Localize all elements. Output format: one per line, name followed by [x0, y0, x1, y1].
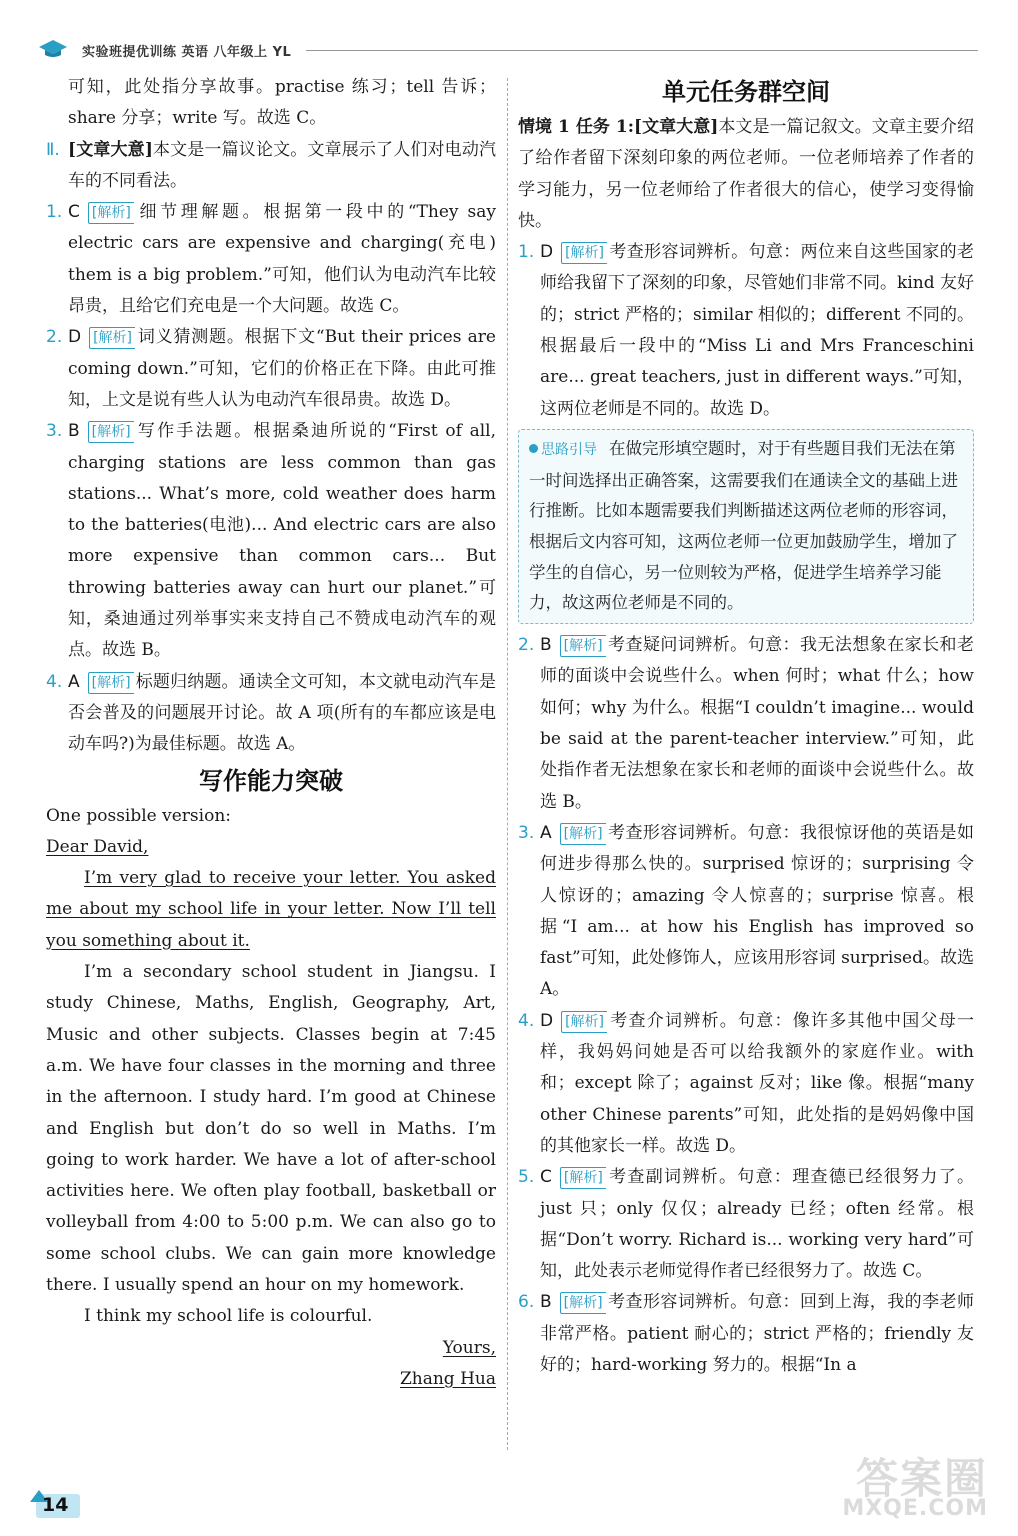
book-title: 实验班提优训练 英语 八年级上 YL: [82, 45, 292, 60]
analysis-tag: [解析]: [560, 1167, 606, 1189]
intro-text: 可知，此处指分享故事。practise 练习；tell 告诉；share 分享；write 写。故选 C。: [68, 77, 496, 129]
answer-item: 6. B [解析] 考查形容词辨析。句意：回到上海，我的李老师非常严格。patient 耐心的；strict 严格的；friendly 友好的；hard-working 努力的。根据“In a: [518, 1292, 974, 1376]
column-divider: [507, 78, 508, 1450]
analysis-tag: [解析]: [88, 421, 134, 443]
answer-item: 2. B [解析] 考查疑问词辨析。句意：我无法想象在家长和老师的面谈中会说些什么。when 何时；what 什么；how 如何；why 为什么。根据“I couldn’t imagine... would be said at the parent-teacher interview.”可知，此处指作者无法想象在家长和老师的面谈中会说些什么。故选 B。: [518, 635, 974, 812]
thinking-guide-box: 思路引导 在做完形填空题时，对于有些题目我们无法在第一时间选择出正确答案，这需要我们在通读全文的基础上进行推断。比如本题需要我们判断描述这两位老师的形容词，根据后文内容可知，这两位老师一位更加鼓励学生，增加了学生的自信心，另一位则较为严格，促进学生培养学习能力，故这两位老师是不同的。: [518, 429, 974, 624]
header-rule: [306, 50, 978, 51]
answer-item: 3. B [解析] 写作手法题。根据桑迪所说的“First of all, charging stations are less common than gas stations... What’s more, cold weather does harm to the batteries(电池)... And electric cars are also more expensive than common cars... But throwing batteries away can hurt our planet.”可知，桑迪通过列举事实来支持自己不赞成电动汽车的观点。故选 B。: [46, 421, 496, 661]
page-header: [38, 38, 978, 62]
answer-letter: A: [540, 822, 552, 843]
page-number: 14: [28, 1490, 82, 1520]
analysis-tag: [解析]: [561, 242, 607, 264]
answer-item: 2. D [解析] 词义猜测题。根据下文“But their prices are coming down.”可知，它们的价格正在下降。由此可推知，上文是说有些人认为电动汽车很昂贵。故选 D。: [46, 327, 496, 410]
part2-number: Ⅱ.: [46, 139, 60, 160]
answer-item: 1. D [解析] 考查形容词辨析。句意：两位来自这些国家的老师给我留下了深刻的印象，尽管她们非常不同。kind 友好的；strict 严格的；similar 相似的；different 不同的。根据最后一段中的“Miss Li and Mrs Franceschini are... great teachers, just in different ways.”可知，这两位老师是不同的。故选 D。: [518, 242, 974, 419]
bullet-icon: [529, 444, 538, 453]
letter-paragraph: I think my school life is colourful.: [84, 1306, 373, 1327]
answer-item: 4. A [解析] 标题归纳题。通读全文可知，本文就电动汽车是否会普及的问题展开讨论。故 A 项(所有的车都应该是电动车吗?)为最佳标题。故选 A。: [46, 671, 496, 755]
answer-letter: D: [540, 1010, 554, 1031]
thinking-guide-label: 思路引导: [529, 442, 597, 458]
analysis-tag: [解析]: [89, 327, 135, 349]
watermark-url: MXQE.COM: [842, 1496, 988, 1521]
answer-letter: C: [68, 202, 80, 223]
letter-paragraph: I’m a secondary school student in Jiangsu. I study Chinese, Maths, English, Geography, Art, Music and other subjects. Classes begin at 7:45 a.m. We have four classes in the morning and three in the afternoon. I study hard. I’m good at Chinese and English but don’t do so well in Maths. I’m going to work harder. We have a lot of after-school activities here. We often play football, basketball or volleyball from 4:00 to 5:00 p.m. We can also go to some school clubs. We can gain more knowledge there. I usually spend an hour on my homework.: [46, 962, 496, 1295]
unit-task-title: 单元任务群空间: [662, 78, 830, 106]
answer-letter: D: [68, 327, 82, 348]
analysis-tag: [解析]: [88, 202, 134, 224]
graduation-cap-icon: [38, 38, 68, 60]
answer-item: 1. C [解析] 细节理解题。根据第一段中的“They say electric cars are expensive and charging(充电) them is a big problem.”可知，他们认为电动汽车比较昂贵，且给它们充电是一个大问题。故选 C。: [46, 202, 496, 317]
analysis-tag: [解析]: [88, 672, 134, 694]
watermark: [826, 1446, 996, 1526]
analysis-tag: [解析]: [560, 1292, 606, 1314]
answer-letter: B: [68, 421, 80, 442]
letter-paragraph: I’m very glad to receive your letter. You asked me about my school life in your letter. Now I’ll tell you something about it.: [46, 868, 496, 951]
part2-summary: Ⅱ. [文章大意]本文是一篇议论文。文章展示了人们对电动汽车的不同看法。: [46, 135, 496, 198]
article-gist-label: [文章大意]: [634, 117, 719, 137]
watermark-text: 答案圈: [855, 1454, 988, 1503]
version-label: One possible version:: [46, 805, 231, 826]
letter-salutation: Dear David,: [46, 836, 149, 857]
analysis-tag: [解析]: [561, 1011, 607, 1033]
answer-letter: A: [68, 671, 80, 692]
writing-section-title: 写作能力突破: [199, 766, 343, 795]
article-gist-label: [文章大意]: [68, 139, 153, 160]
answer-item: 3. A [解析] 考查形容词辨析。句意：我很惊讶他的英语是如何进步得那么快的。surprised 惊讶的；surprising 令人惊讶的；amazing 令人惊喜的；surprise 惊喜。根据“I am... at how his English has improved so fast”可知，此处修饰人，应该用形容词 surprised。故选 A。: [518, 822, 974, 1000]
letter-signature: Zhang Hua: [399, 1368, 496, 1389]
answer-letter: B: [540, 635, 552, 656]
answer-letter: D: [540, 242, 554, 263]
answer-item: 5. C [解析] 考查副词辨析。句意：理查德已经很努力了。just 只；only 仅仅；already 已经；often 经常。根据“Don’t worry. Richard is... working very hard”可知，此处表示老师觉得作者已经很努力了。故选 C。: [518, 1167, 974, 1282]
answer-item: 4. D [解析] 考查介词辨析。句意：像许多其他中国父母一样，我妈妈问她是否可以给我额外的家庭作业。with 和；except 除了；against 反对；like 像。根据“many other Chinese parents”可知，此处指的是妈妈像中国的其他家长一样。故选 D。: [518, 1010, 974, 1156]
answer-letter: B: [540, 1292, 552, 1313]
situation-summary: 情境 1 任务 1:[文章大意]本文是一篇记叙文。文章主要介绍了给作者留下深刻印象的两位老师。一位老师培养了作者的学习能力，另一位老师给了作者很大的信心，使学习变得愉快。: [518, 117, 974, 231]
analysis-tag: [解析]: [560, 823, 606, 845]
analysis-tag: [解析]: [560, 635, 606, 657]
right-column: [518, 72, 974, 1381]
letter-closing: Yours,: [442, 1337, 496, 1358]
left-column: [46, 72, 496, 1395]
answer-letter: C: [540, 1167, 552, 1188]
